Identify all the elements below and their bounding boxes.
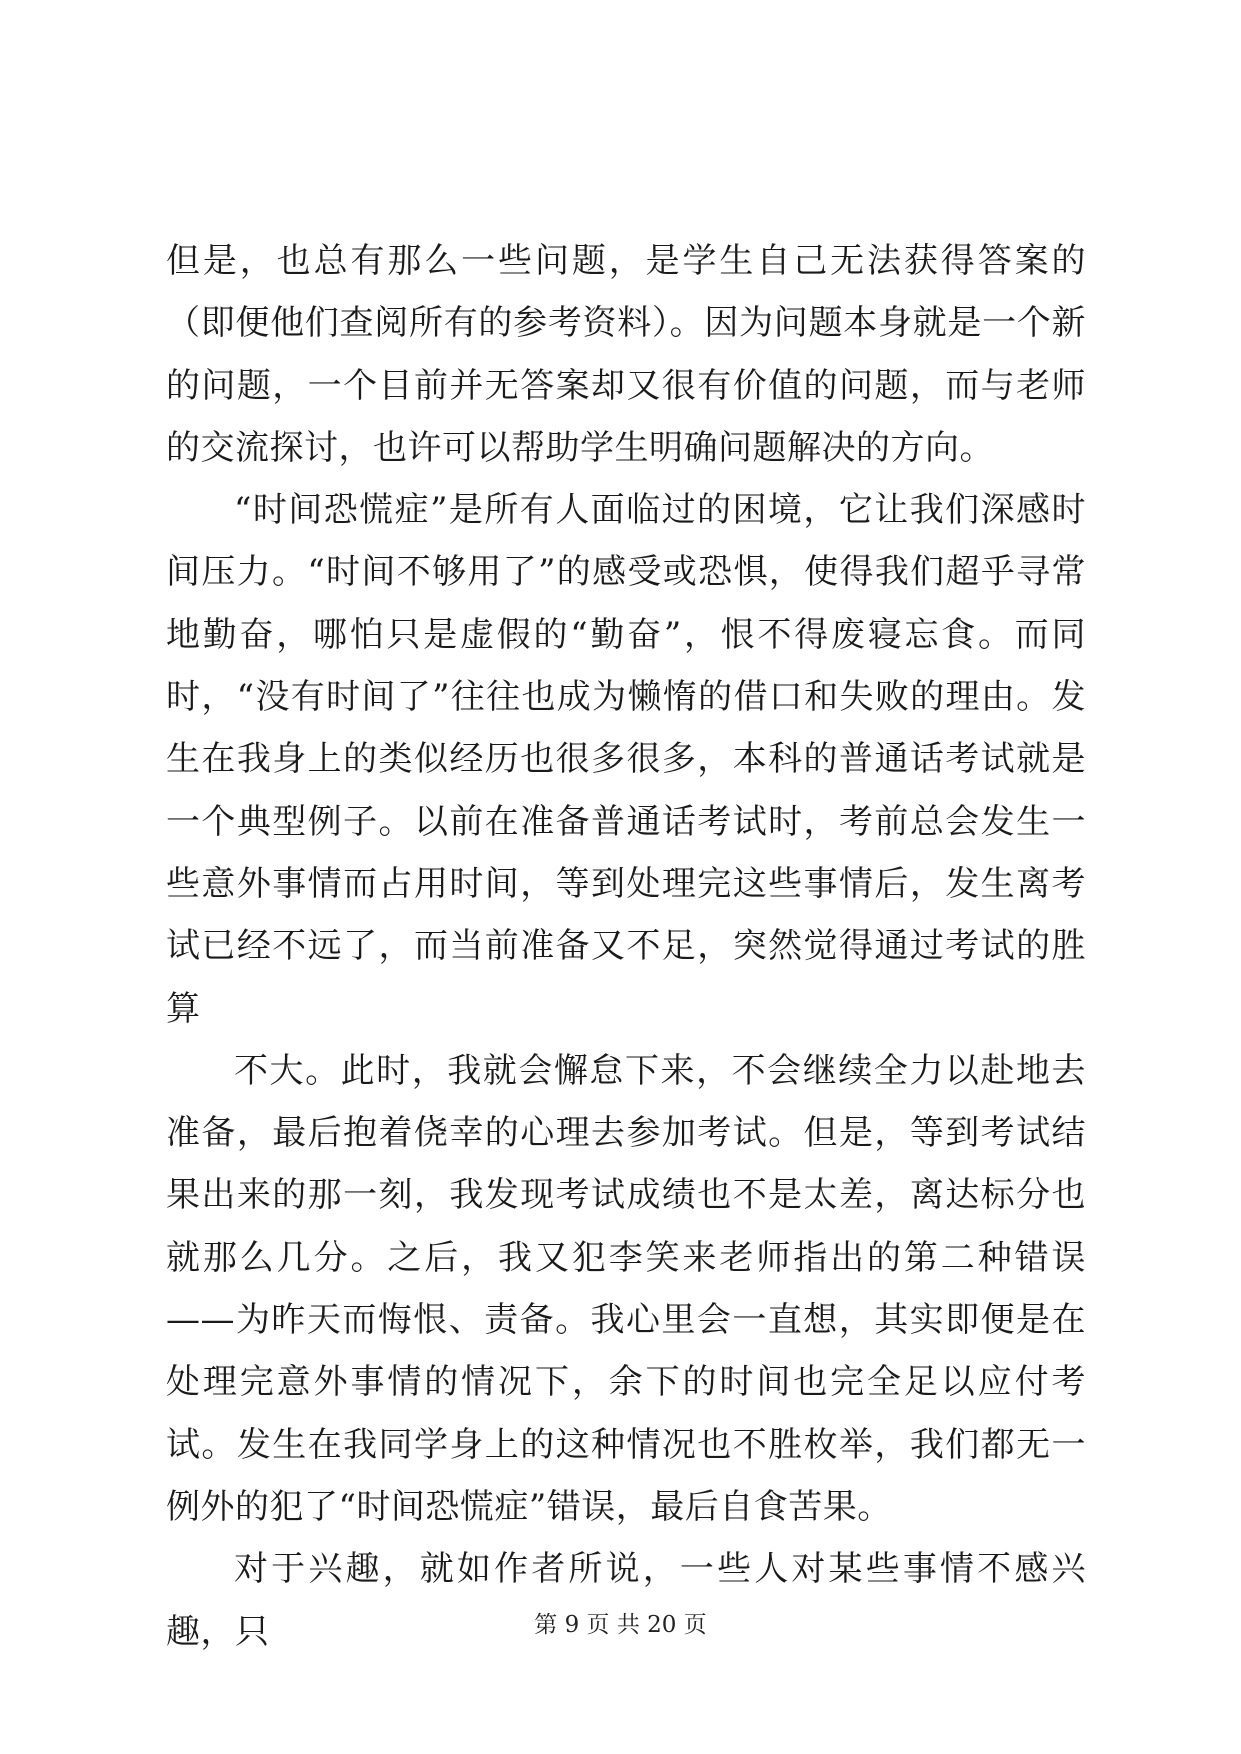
page-number-footer: 第 9 页 共 20 页	[534, 1612, 707, 1638]
document-body	[166, 230, 1086, 1663]
paragraph-4: 对于兴趣，就如作者所说，一些人对某些事情不感兴趣，只	[166, 1549, 1086, 1652]
paragraph-2: “时间恐慌症”是所有人面临过的困境，它让我们深感时间压力。“时间不够用了”的感受或恐惧，使得我们超乎寻常地勤奋，哪怕只是虚假的“勤奋”，恨不得废寝忘食。而同时，“没有时间了”往往也成为懒惰的借口和失败的理由。发生在我身上的类似经历也很多很多，本科的普通话考试就是一个典型例子。以前在准备普通话考试时，考前总会发生一些意外事情而占用时间，等到处理完这些事情后，发生离考试已经不远了，而当前准备又不足，突然觉得通过考试的胜算	[166, 490, 1086, 1029]
paragraph-1: 但是，也总有那么一些问题，是学生自己无法获得答案的（即便他们查阅所有的参考资料）。因为问题本身就是一个新的问题，一个目前并无答案却又很有价值的问题，而与老师的交流探讨，也许可以帮助学生明确问题解决的方向。	[166, 241, 1086, 468]
paragraph-3: 不大。此时，我就会懈怠下来，不会继续全力以赴地去准备，最后抱着侥幸的心理去参加考试。但是，等到考试结果出来的那一刻，我发现考试成绩也不是太差，离达标分也就那么几分。之后，我又犯李笑来老师指出的第二种错误——为昨天而悔恨、责备。我心里会一直想，其实即便是在处理完意外事情的情况下，余下的时间也完全足以应付考试。发生在我同学身上的这种情况也不胜枚举，我们都无一例外的犯了“时间恐慌症”错误，最后自食苦果。	[166, 1050, 1086, 1527]
